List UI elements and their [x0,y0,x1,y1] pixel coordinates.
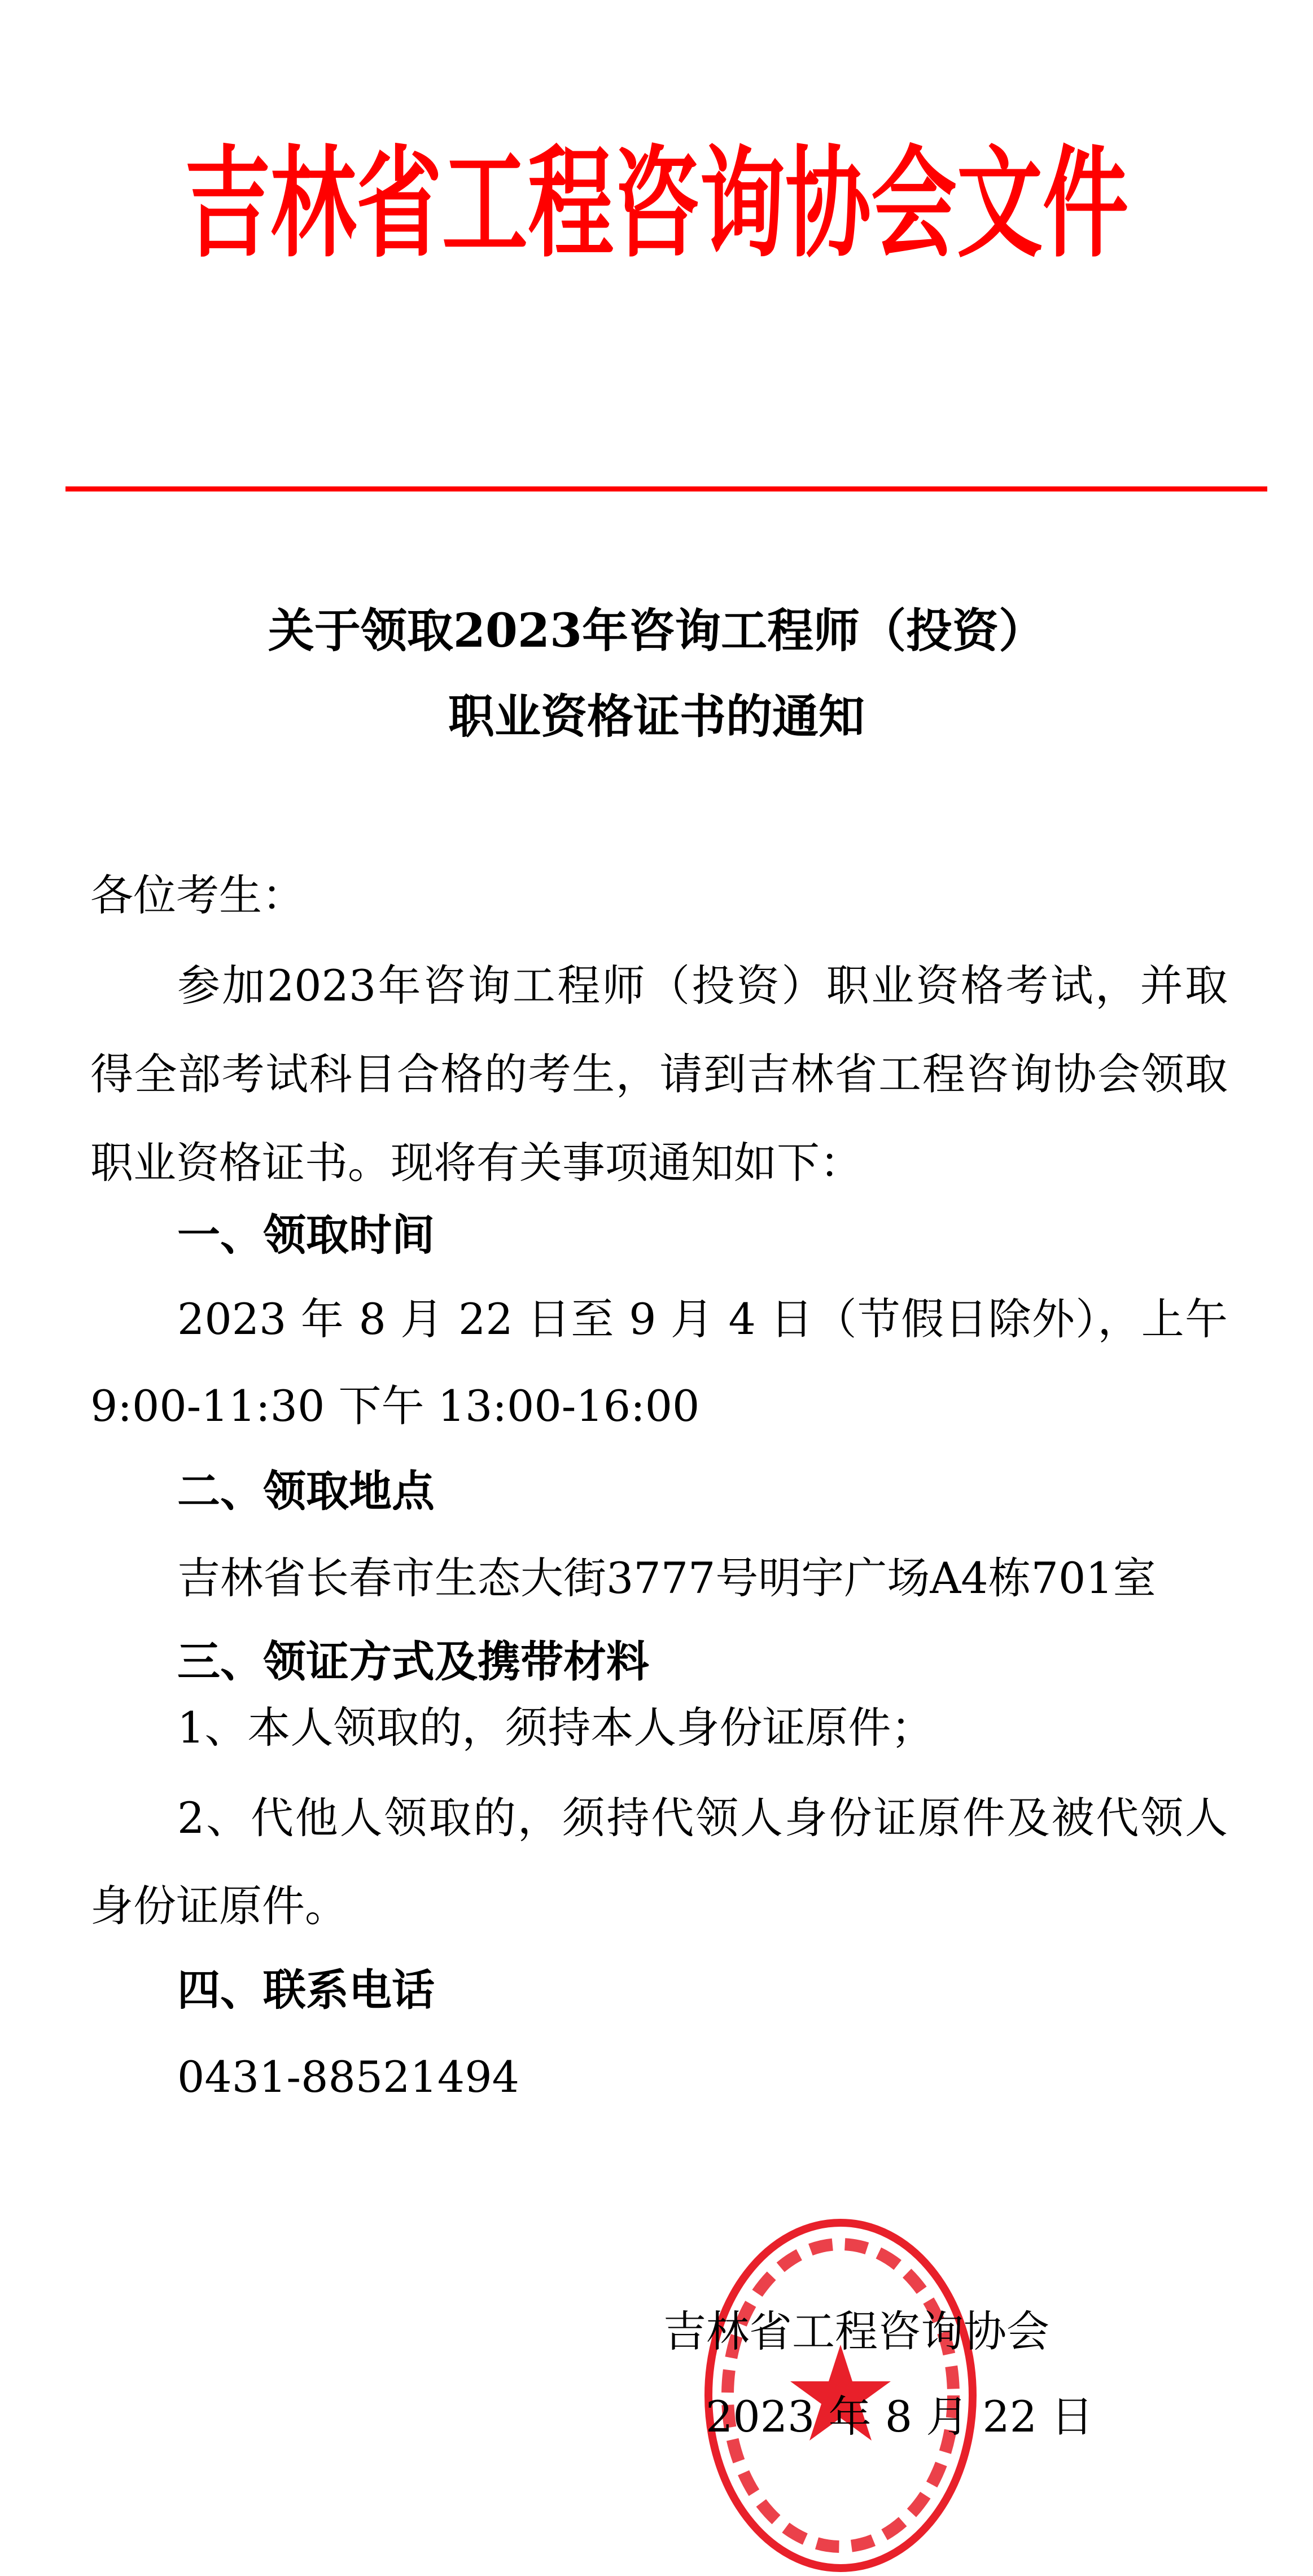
section-line: 吉林省长春市生态大街3777号明宇广场A4栋701室 [177,1553,1156,1603]
salutation: 各位考生： [90,870,305,920]
section-heading-location: 二、领取地点 [177,1466,435,1516]
notice-title-line1: 关于领取2023年咨询工程师（投资） [268,604,1045,658]
header-divider [65,486,1267,491]
section-heading-materials: 三、领证方式及携带材料 [177,1636,649,1687]
intro-line: 得全部考试科目合格的考生，请到吉林省工程咨询协会领取 [90,1049,1228,1099]
section-heading-time: 一、领取时间 [177,1210,435,1260]
intro-line: 参加2023年咨询工程师（投资）职业资格考试，并取 [177,960,1228,1011]
intro-line: 职业资格证书。现将有关事项通知如下： [90,1138,863,1188]
signature-date: 2023 年 8 月 22 日 [706,2391,1094,2442]
signature-org: 吉林省工程咨询协会 [663,2306,1049,2356]
section-line: 2023 年 8 月 22 日至 9 月 4 日（节假日除外），上午 [177,1294,1228,1344]
section-heading-phone: 四、联系电话 [177,1965,435,2015]
section-line: 身份证原件。 [90,1881,348,1931]
org-header-title: 吉林省工程咨询协会文件 [185,134,1128,274]
section-line: 1、本人领取的，须持本人身份证原件； [177,1702,934,1753]
section-line: 2、代他人领取的，须持代领人身份证原件及被代领人 [177,1793,1228,1843]
phone-number: 0431-88521494 [177,2052,519,2102]
notice-title-line2: 职业资格证书的通知 [448,690,865,744]
section-line: 9:00-11:30 下午 13:00-16:00 [90,1381,700,1431]
